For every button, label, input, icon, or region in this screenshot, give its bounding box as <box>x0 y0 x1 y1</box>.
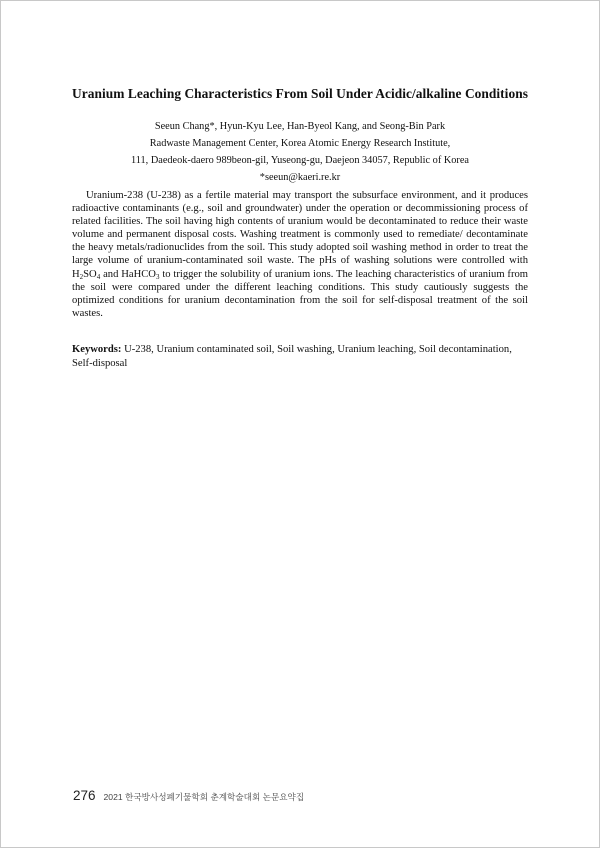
affiliation: Radwaste Management Center, Korea Atomic Energy Research Institute, <box>149 138 451 149</box>
subscript: 4 <box>96 272 101 281</box>
page-footer <box>73 788 304 803</box>
keywords-text: U-238, Uranium contaminated soil, Soil washing, Uranium leaching, Soil decontamination, Self-disposal <box>72 344 512 369</box>
email: *seeun@kaeri.re.kr <box>259 172 341 183</box>
abstract-text-3: and HaHCO <box>100 268 156 280</box>
subscript: 3 <box>155 272 160 281</box>
author-list: Seeun Chang*, Hyun-Kyu Lee, Han-Byeol Kang, and Seong-Bin Park <box>154 121 446 132</box>
address: 111, Daedeok-daero 989beon-gil, Yuseong-gu, Daejeon 34057, Republic of Korea <box>131 155 469 166</box>
page-number: 276 <box>73 788 96 803</box>
abstract-text-2: SO <box>83 268 97 280</box>
paper-title: Uranium Leaching Characteristics From Soil Under Acidic/alkaline Conditions <box>72 86 528 101</box>
keywords <box>72 343 528 371</box>
keywords-label: Keywords: <box>72 344 122 355</box>
abstract-text-1: Uranium-238 (U-238) as a fertile material may transport the subsurface environment, and it produces radioactive contaminants (e.g., soil and groundwater) under the operation or decommissioning process of related facilities. The soil having high contents of uranium would be decontaminated to reduce their waste volume and permanent disposal costs. Washing treatment is commonly used to remediate/ decontaminate the heavy metals/radionuclides from the soil. This study adopted soil washing method in order to treat the large volume of uranium-contaminated soil waste. The pHs of washing solutions were controlled with H <box>72 190 528 280</box>
abstract <box>72 189 528 320</box>
abstract-text-4: to trigger the solubility of uranium ions. The leaching characteristics of uranium from the soil were compared under the different leaching conditions. This study cautiously suggests the optimized conditions for uranium decontamination from the soil for self-disposal treatment of the soil wastes. <box>72 268 529 319</box>
subscript: 2 <box>79 272 84 281</box>
proceedings-title: 2021 한국방사성폐기물학회 춘계학술대회 논문요약집 <box>103 792 305 802</box>
